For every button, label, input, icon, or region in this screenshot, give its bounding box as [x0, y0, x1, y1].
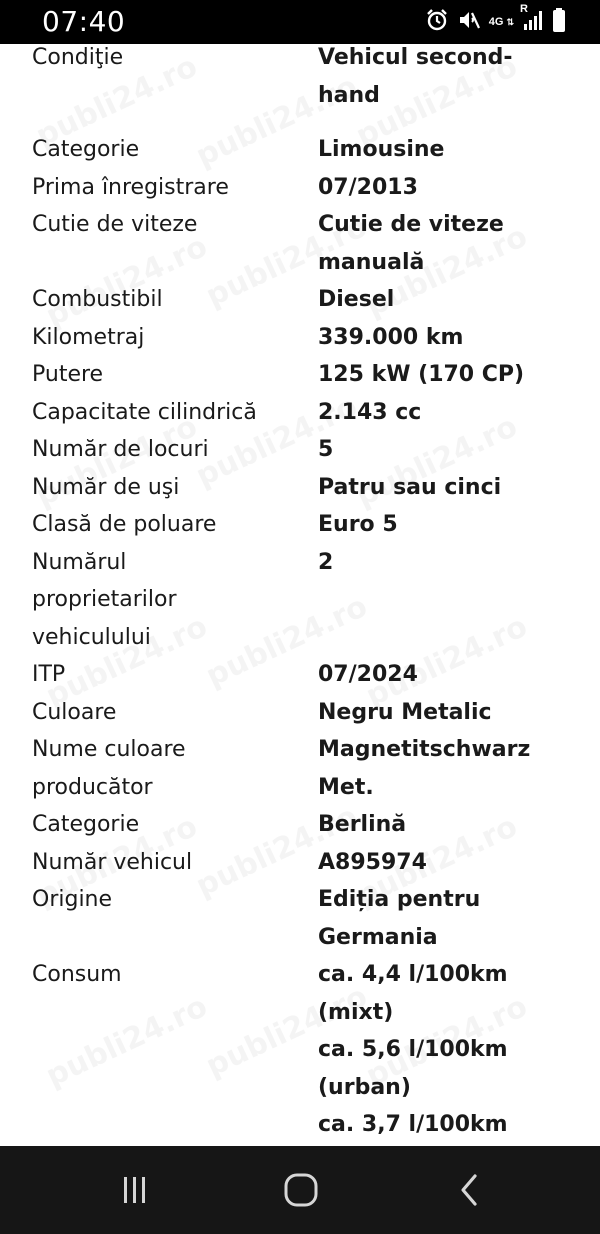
spec-value: Magnetitschwarz Met. [318, 737, 531, 800]
spec-row [0, 431, 600, 469]
spec-label: Număr vehicul [32, 849, 193, 875]
spec-value: A895974 [318, 849, 427, 875]
spec-value: 07/2024 [318, 662, 418, 687]
spec-value: Vehicul second- hand [318, 45, 513, 108]
home-button[interactable] [277, 1168, 325, 1212]
spec-label: ITP [32, 662, 66, 687]
spec-row [0, 356, 600, 394]
alarm-icon [425, 8, 449, 36]
spec-row [0, 319, 600, 357]
recent-apps-icon [117, 1173, 151, 1207]
spec-label: Combustibil [32, 287, 163, 312]
back-button[interactable] [445, 1168, 493, 1212]
spec-row [0, 169, 600, 207]
spec-value: Diesel [318, 287, 395, 312]
spec-row [0, 506, 600, 544]
spec-label: Cutie de viteze [32, 212, 198, 237]
home-icon [281, 1170, 321, 1210]
spec-row [0, 881, 600, 956]
spec-value: 125 kW (170 CP) [318, 362, 525, 387]
spec-label: Condiţie [32, 45, 124, 70]
spec-value: 2 [318, 549, 334, 575]
spec-row [0, 544, 600, 657]
signal-icon [520, 3, 544, 36]
spec-row [0, 731, 600, 806]
roaming-label: R [520, 3, 528, 15]
spec-value: Negru Metalic [318, 699, 492, 725]
spec-value: ca. 4,4 l/100km (mixt) ca. 5,6 l/100km (urban) ca. 3,7 l/100km [318, 962, 508, 1137]
mute-icon [457, 8, 481, 36]
spec-value: Patru sau cinci [318, 474, 502, 500]
spec-row [0, 469, 600, 507]
spec-label: Nume culoare producător [32, 737, 186, 800]
spec-row [0, 131, 600, 169]
spec-row [0, 44, 600, 114]
spec-row [0, 206, 600, 281]
recent-apps-button[interactable] [110, 1168, 158, 1212]
spec-value: 07/2013 [318, 174, 418, 200]
spec-row [0, 394, 600, 432]
status-bar [0, 0, 600, 44]
status-icons [425, 3, 566, 36]
spec-row [0, 806, 600, 844]
navigation-bar [0, 1146, 600, 1234]
spec-row [0, 694, 600, 732]
network-type [489, 17, 514, 28]
spec-label: Consum [32, 962, 122, 987]
spec-row [0, 281, 600, 319]
data-arrows-icon: ⇅ [506, 16, 514, 27]
spec-table [0, 44, 600, 1142]
battery-icon [552, 7, 566, 37]
status-time: 07:40 [42, 5, 126, 38]
network-label: 4G [488, 15, 504, 28]
spec-row [0, 956, 600, 1142]
spec-value: Limousine [318, 137, 445, 162]
spec-value: 339.000 km [318, 324, 464, 350]
spec-value: Euro 5 [318, 512, 398, 537]
spec-label: Prima înregistrare [32, 174, 229, 200]
spec-label: Numărul proprietarilor vehiculului [32, 549, 177, 650]
spec-label: Origine [32, 887, 113, 912]
spec-label: Culoare [32, 699, 117, 725]
spec-row [0, 656, 600, 694]
spec-label: Capacitate cilindrică [32, 399, 257, 425]
spec-label: Categorie [32, 137, 140, 162]
spec-label: Putere [32, 362, 104, 387]
spec-value: Cutie de viteze manuală [318, 212, 504, 275]
spec-row [0, 844, 600, 882]
spec-label: Clasă de poluare [32, 512, 217, 537]
back-icon [454, 1171, 484, 1209]
vehicle-details[interactable] [0, 44, 600, 1142]
spec-label: Număr de uşi [32, 474, 180, 500]
spec-label: Kilometraj [32, 324, 145, 350]
spec-label: Categorie [32, 812, 140, 837]
spec-value: Berlină [318, 812, 407, 837]
spec-value: 5 [318, 437, 334, 462]
spec-value: 2.143 cc [318, 399, 422, 425]
spec-label: Număr de locuri [32, 437, 209, 462]
spec-value: Ediția pentru Germania [318, 887, 481, 950]
